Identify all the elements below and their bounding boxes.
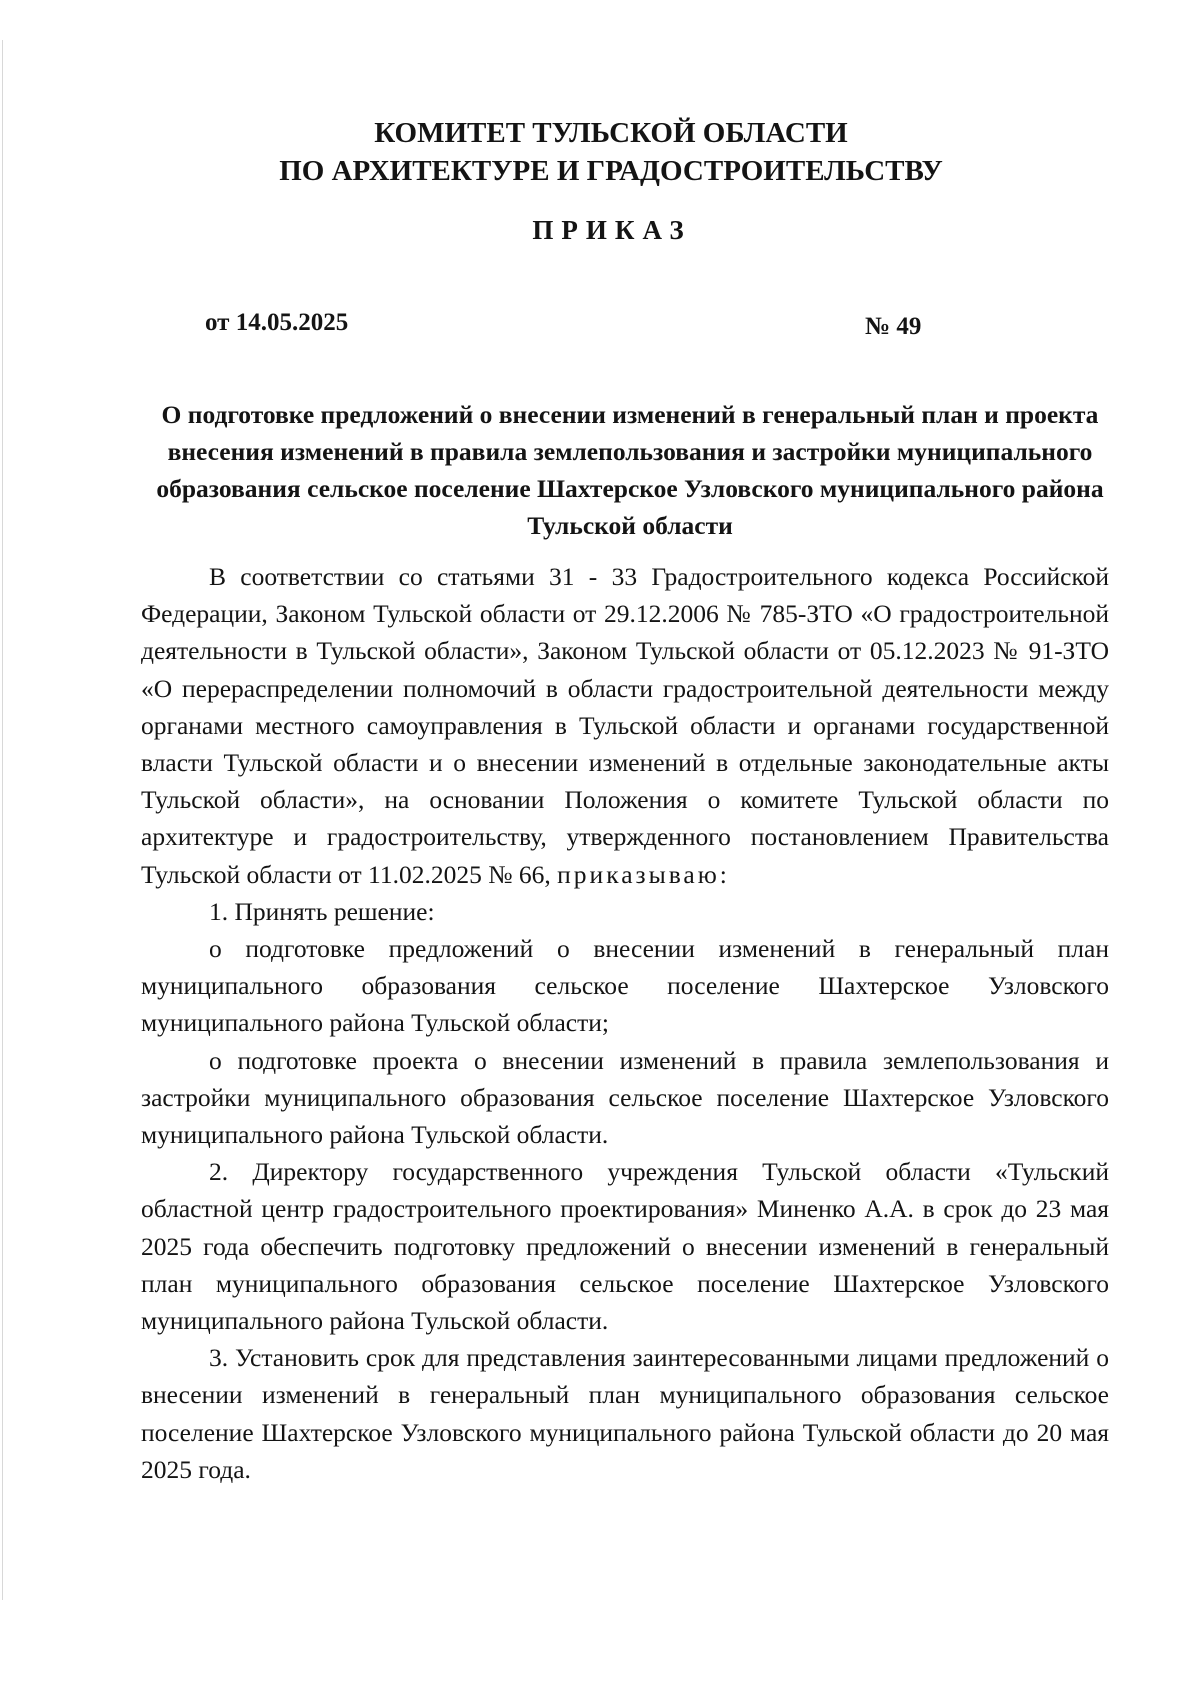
document-date: от 14.05.2025	[205, 309, 349, 336]
item-1-a: о подготовке предложений о внесении изменений в генеральный план муниципального образования сельское поселение Шахтерское Узловского муниципального района Тульской области;	[141, 934, 1109, 1038]
item-2: 2. Директору государственного учреждения Тульской области «Тульский областной центр градостроительного проектирования» Миненко А.А. в срок до 23 мая 2025 года обеспечить подготовку предложений о внесении изменений в генеральный план муниципального образования сельское поселение Шахтерское Узловского муниципального района Тульской области.	[141, 1157, 1109, 1336]
document-header	[0, 114, 1200, 190]
preamble-paragraph	[141, 558, 1109, 893]
document-body	[141, 558, 1109, 1488]
header-line-2: ПО АРХИТЕКТУРЕ И ГРАДОСТРОИТЕЛЬСТВУ	[279, 155, 943, 187]
document-number: № 49	[865, 313, 922, 340]
order-word: приказываю:	[557, 859, 730, 889]
document-type: ПРИКАЗ	[532, 215, 692, 245]
preamble-text: В соответствии со статьями 31 - 33 Градостроительного кодекса Российской Федерации, Законом Тульской области от 29.12.2006 № 785-ЗТО «О градостроительной деятельности в Тульской области», Законом Тульской области от 05.12.2023 № 91-ЗТО «О перераспределении полномочий в области градостроительной деятельности между органами местного самоуправления в Тульской области и органами государственной власти Тульской области и о внесении изменений в отдельные законодательные акты Тульской области», на основании Положения о комитете Тульской области по архитектуре и градостроительству, утвержденного постановлением Правительства Тульской области от 11.02.2025 № 66,	[141, 562, 1109, 889]
header-line-1: КОМИТЕТ ТУЛЬСКОЙ ОБЛАСТИ	[374, 117, 848, 149]
item-3: 3. Установить срок для представления заинтересованными лицами предложений о внесении изменений в генеральный план муниципального образования сельское поселение Шахтерское Узловского муниципального района Тульской области до 20 мая 2025 года.	[141, 1343, 1109, 1484]
item-1: 1. Принять решение:	[209, 896, 435, 926]
scan-edge-line	[2, 40, 3, 1600]
document-subject: О подготовке предложений о внесении изменений в генеральный план и проекта внесения изменений в правила землепользования и застройки муниципального образования сельское поселение Шахтерское Узловского муниципального района Тульской области	[156, 400, 1104, 540]
item-1-b: о подготовке проекта о внесении изменений в правила землепользования и застройки муниципального образования сельское поселение Шахтерское Узловского муниципального района Тульской области.	[141, 1045, 1109, 1150]
